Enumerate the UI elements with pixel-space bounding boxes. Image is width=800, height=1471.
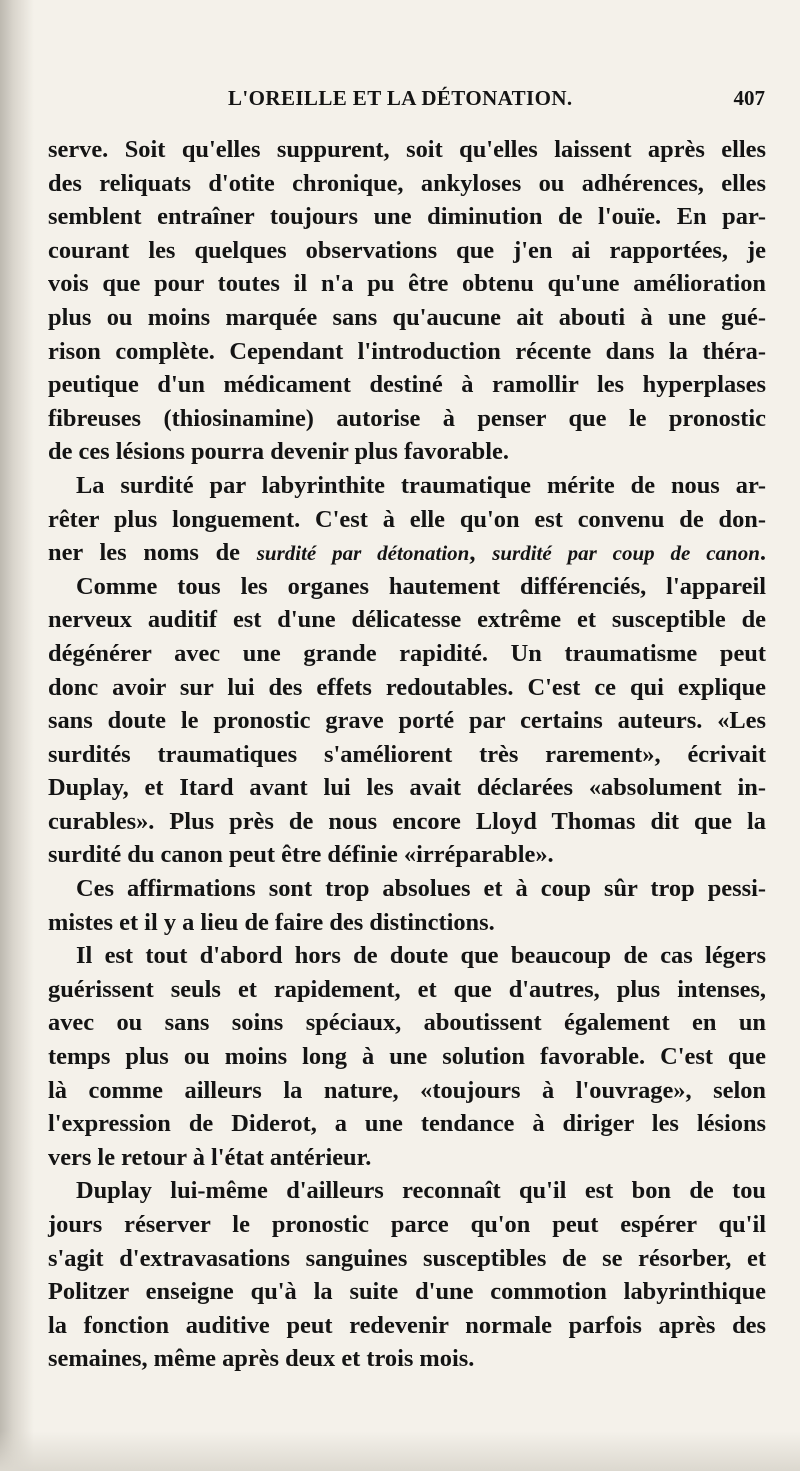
text-line-with-terms — [48, 536, 766, 570]
text-line: vers le retour à l'état antérieur. — [48, 1143, 372, 1171]
text-line: jours réserver le pronostic parce qu'on peut espérer qu'il — [48, 1211, 766, 1238]
text-line: courant les quelques observations que j'en ai rapportées, je — [48, 236, 766, 264]
text-line: temps plus ou moins long à une solution favorable. C'est que — [48, 1043, 766, 1071]
text-line: mistes et il y a lieu de faire des distinctions. — [48, 908, 495, 936]
text-line: Il est tout d'abord hors de doute que beaucoup de cas légers — [76, 942, 766, 970]
text-line: La surdité par labyrinthite traumatique mérite de nous ar- — [76, 471, 766, 499]
text-line: plus ou moins marquée sans qu'aucune ait abouti à une gué- — [48, 303, 766, 331]
text-line: Comme tous les organes hautement différenciés, l'appareil — [76, 572, 766, 600]
text-line: Ces affirmations sont trop absolues et à coup sûr trop pessi- — [76, 875, 766, 903]
text-line: semaines, même après deux et trois mois. — [48, 1345, 475, 1373]
page-header — [50, 86, 765, 122]
text-line: donc avoir sur lui des effets redoutables. C'est ce qui explique — [48, 673, 766, 701]
text-line: sans doute le pronostic grave porté par certains auteurs. «Les — [48, 707, 766, 735]
text-line: surdités traumatiques s'améliorent très rarement», écrivait — [48, 740, 766, 768]
text-line: curables». Plus près de nous encore Lloyd Thomas dit que la — [48, 807, 766, 835]
text-line: surdité du canon peut être définie «irréparable». — [48, 841, 554, 869]
text-line: guérissent seuls et rapidement, et que d'autres, plus intenses, — [48, 975, 766, 1003]
body-text — [48, 133, 766, 1376]
page-shadow-bottom — [0, 1431, 800, 1471]
text-line: dégénérer avec une grande rapidité. Un traumatisme peut — [48, 639, 766, 667]
text-line: fibreuses (thiosinamine) autorise à penser que le pronostic — [48, 404, 766, 432]
text-line: de ces lésions pourra devenir plus favorable. — [48, 438, 509, 466]
italic-term: surdité par coup de canon — [492, 541, 760, 566]
text-fragment: ner les noms de — [48, 539, 257, 567]
text-line: nerveux auditif est d'une délicatesse extrême et susceptible de — [48, 606, 766, 634]
text-line: avec ou sans soins spéciaux, aboutissent également en un — [48, 1009, 766, 1037]
text-fragment: . — [759, 539, 766, 567]
text-line: l'expression de Diderot, a une tendance à diriger les lésions — [48, 1110, 766, 1138]
italic-term: surdité par détonation — [256, 541, 470, 566]
text-line: des reliquats d'otite chronique, ankyloses ou adhérences, elles — [48, 169, 766, 197]
text-line: vois que pour toutes il n'a pu être obtenu qu'une amélioration — [48, 270, 766, 298]
text-fragment: , — [469, 539, 493, 567]
page-shadow-left — [0, 0, 34, 1471]
text-line: semblent entraîner toujours une diminution de l'ouïe. En par- — [48, 203, 766, 231]
text-line: Politzer enseigne qu'à la suite d'une commotion labyrinthique — [48, 1278, 766, 1306]
text-line: rêter plus longuement. C'est à elle qu'on est convenu de don- — [48, 505, 766, 533]
text-line: s'agit d'extravasations sanguines susceptibles de se résorber, et — [48, 1244, 766, 1272]
text-line: la fonction auditive peut redevenir normale parfois après des — [48, 1311, 766, 1339]
text-line: peutique d'un médicament destiné à ramollir les hyperplases — [48, 371, 766, 399]
text-line: rison complète. Cependant l'introduction récente dans la théra- — [48, 337, 766, 365]
text-line: là comme ailleurs la nature, «toujours à l'ouvrage», selon — [48, 1076, 766, 1104]
running-title: L'OREILLE ET LA DÉTONATION. — [228, 86, 573, 110]
page-number: 407 — [733, 86, 765, 110]
text-line: serve. Soit qu'elles suppurent, soit qu'elles laissent après elles — [48, 136, 766, 163]
text-line: Duplay lui-même d'ailleurs reconnaît qu'il est bon de tou — [76, 1177, 766, 1205]
text-line: Duplay, et Itard avant lui les avait déclarées «absolument in- — [48, 774, 766, 802]
